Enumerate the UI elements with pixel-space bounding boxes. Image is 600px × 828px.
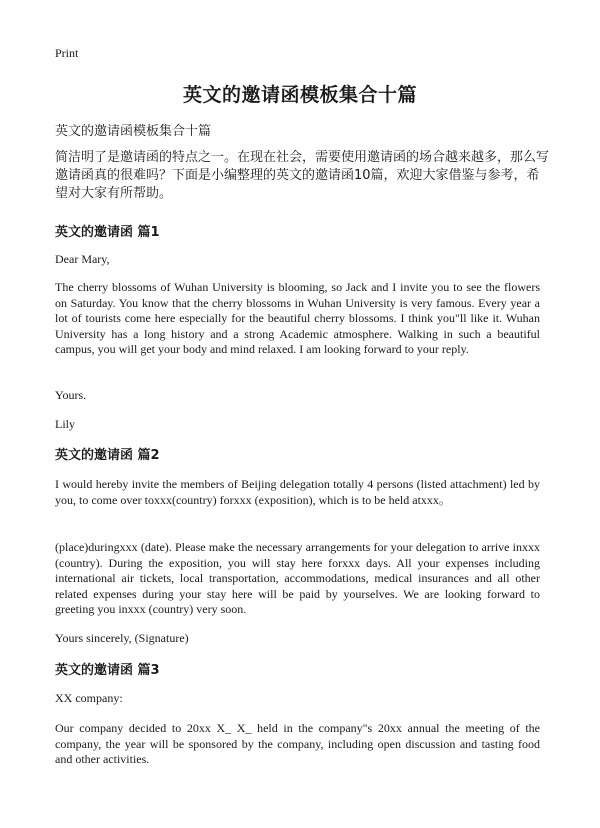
page-title: 英文的邀请函模板集合十篇 bbox=[182, 84, 417, 106]
section-2-paragraph-1: I would hereby invite the members of Beijing delegation totally 4 persons (listed attachment) led by you, to come over toxxx(country) forxxx (exposition), which is to be held atxxx。 bbox=[55, 477, 540, 507]
section-1-greeting: Dear Mary, bbox=[55, 252, 110, 266]
section-2-paragraph-2: (place)duringxxx (date). Please make the necessary arrangements for your delegation to arrive inxxx (country). During the exposition, you will stay here forxxx days. All your expenses including international air tickets, local transportation, accommodations, medical insurances and all other related expenses during your stay here will be paid by yourselves. We are looking forward to greeting you inxxx (country) very soon. bbox=[55, 540, 540, 617]
section-1-closing: Yours. bbox=[55, 388, 87, 402]
section-2-closing: Yours sincerely, (Signature) bbox=[55, 631, 189, 645]
section-3-body: Our company decided to 20xx X_ X_ held in the company"s 20xx annual the meeting of the company, the year will be sponsored by the company, including open discussion and tasting food and other activities. bbox=[55, 721, 540, 767]
document-subtitle: 英文的邀请函模板集合十篇 bbox=[55, 124, 212, 139]
section-3-greeting: XX company: bbox=[55, 691, 123, 705]
print-label[interactable]: Print bbox=[55, 46, 79, 60]
section-1-signature: Lily bbox=[55, 417, 75, 431]
section-3-heading: 英文的邀请函 篇3 bbox=[55, 663, 160, 678]
section-2-heading: 英文的邀请函 篇2 bbox=[55, 448, 160, 463]
section-1-body: The cherry blossoms of Wuhan University is blooming, so Jack and I invite you to see the flowers on Saturday. You know that the cherry blossoms in Wuhan University is very famous. Every year a lot of tourists come here especially for the beautiful cherry blossoms. I think you"ll like it. Wuhan University has a long history and a strong Academic atmosphere. Walking in such a beautiful campus, you will get your body and mind relaxed. I am looking forward to your reply. bbox=[55, 280, 540, 357]
section-1-heading: 英文的邀请函 篇1 bbox=[55, 225, 160, 240]
intro-paragraph: 简洁明了是邀请函的特点之一。在现在社会，需要使用邀请函的场合越来越多，那么写邀请函真的很难吗？下面是小编整理的英文的邀请函10篇，欢迎大家借鉴与参考，希望对大家有所帮助。 bbox=[55, 150, 550, 201]
